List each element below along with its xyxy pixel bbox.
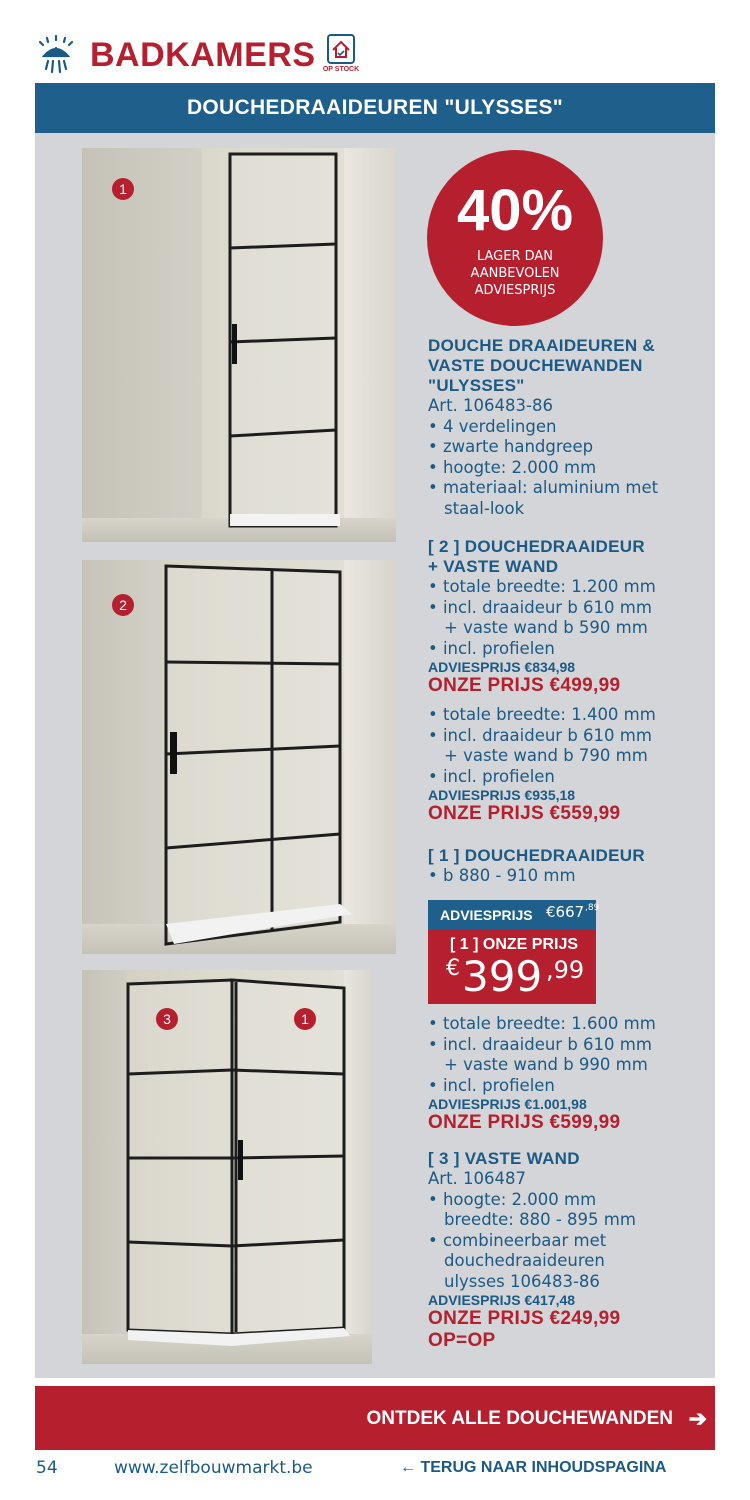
- advies-price-box: [428, 900, 600, 930]
- opt2a-width: • totale breedte: 1.200 mm: [428, 577, 656, 596]
- badge-line-3: ADVIESPRIJS: [474, 283, 556, 298]
- feature-2: • zwarte handgreep: [428, 437, 594, 456]
- product-photo-2: [82, 560, 396, 954]
- opt16-profiles: • incl. profielen: [428, 1075, 555, 1095]
- option-1-title: [ 1 ] DOUCHEDRAAIDEUR: [428, 846, 645, 865]
- badge-line-1: LAGER DAN: [476, 249, 554, 264]
- opt2b-advies-price: ADVIESPRIJS €935,18: [428, 787, 576, 803]
- back-to-contents-link[interactable]: ← TERUG NAAR INHOUDSPAGINA: [400, 1459, 667, 1476]
- cta-label: ONTDEK ALLE DOUCHEWANDEN: [366, 1408, 673, 1429]
- feature-3: • hoogte: 2.000 mm: [428, 457, 597, 477]
- opt2a-wall: + vaste wand b 590 mm: [444, 618, 648, 637]
- photo-number-2: 2: [112, 594, 134, 616]
- opt3-combinable-2: douchedraaideuren: [444, 1251, 605, 1270]
- option-2-title-2: + VASTE WAND: [428, 557, 559, 576]
- page-category-title: BADKAMERS: [90, 36, 316, 74]
- feature-4-cont: staal-look: [444, 498, 525, 518]
- opt2a-profiles: • incl. profielen: [428, 638, 555, 658]
- product-info: [428, 336, 708, 519]
- page-number: 54: [36, 1458, 58, 1478]
- opt2a-advies-price: ADVIESPRIJS €834,98: [428, 659, 576, 675]
- opt3-combinable: • combineerbaar met: [428, 1230, 607, 1250]
- advies-cents: ,89: [585, 903, 600, 913]
- our-price-box: [428, 930, 596, 1004]
- opt3-height: • hoogte: 2.000 mm: [428, 1189, 597, 1209]
- section-banner: DOUCHEDRAAIDEUREN "ULYSSES": [35, 83, 715, 133]
- opt16-door: • incl. draaideur b 610 mm: [428, 1034, 652, 1054]
- stock-label: OP STOCK: [322, 66, 360, 73]
- product-title-3: "ULYSSES": [428, 376, 525, 395]
- opt3-combinable-3: ulysses 106483-86: [444, 1271, 600, 1291]
- discover-shower-walls-button[interactable]: [35, 1386, 715, 1450]
- product-title-1: DOUCHE DRAAIDEUREN &: [428, 336, 656, 355]
- product-photo-3: [82, 970, 372, 1364]
- opt3-width: breedte: 880 - 895 mm: [444, 1210, 636, 1229]
- price-main: 399: [462, 952, 543, 1001]
- opt2b-profiles: • incl. profielen: [428, 766, 555, 786]
- option-1600: [428, 1014, 708, 1134]
- option-3-art: Art. 106487: [428, 1169, 527, 1188]
- opt2b-width: • totale breedte: 1.400 mm: [428, 705, 656, 724]
- product-photo-1: [82, 148, 396, 542]
- opt16-wall: + vaste wand b 990 mm: [444, 1055, 648, 1074]
- opt3-advies-price: ADVIESPRIJS €417,48: [428, 1292, 576, 1308]
- opt2a-door: • incl. draaideur b 610 mm: [428, 597, 652, 617]
- website-link[interactable]: www.zelfbouwmarkt.be: [114, 1458, 313, 1478]
- photo-number-1b: 1: [294, 1008, 316, 1030]
- opt2b-door: • incl. draaideur b 610 mm: [428, 725, 652, 745]
- feature-4: • materiaal: aluminium met: [428, 478, 659, 497]
- opt3-our-price: ONZE PRIJS €249,99: [428, 1308, 621, 1329]
- op-stock-badge: [318, 34, 362, 78]
- photo-number-3: 3: [156, 1008, 178, 1030]
- opt2b-our-price: ONZE PRIJS €559,99: [428, 803, 621, 824]
- our-price-label: [ 1 ] ONZE PRIJS: [450, 936, 579, 953]
- discount-badge: [427, 150, 603, 326]
- opt2b-wall: + vaste wand b 790 mm: [444, 746, 648, 765]
- feature-1: • 4 verdelingen: [428, 416, 557, 436]
- opt1-width: • b 880 - 910 mm: [428, 866, 576, 885]
- product-title-2: VASTE DOUCHEWANDEN: [428, 356, 643, 375]
- price-euro: €: [446, 956, 460, 981]
- option-3: [428, 1149, 708, 1352]
- advies-label: ADVIESPRIJS: [440, 907, 533, 923]
- badge-line-2: AANBEVOLEN: [470, 266, 560, 281]
- option-2-title-1: [ 2 ] DOUCHEDRAAIDEUR: [428, 537, 645, 556]
- product-art: Art. 106483-86: [428, 396, 553, 415]
- house-icon: [327, 34, 355, 64]
- opt3-note: OP=OP: [428, 1330, 496, 1351]
- opt2a-our-price: ONZE PRIJS €499,99: [428, 675, 621, 696]
- opt16-our-price: ONZE PRIJS €599,99: [428, 1112, 621, 1133]
- advies-value: €667: [546, 903, 585, 921]
- price-cents: ,99: [546, 956, 585, 984]
- shower-icon: [34, 34, 78, 78]
- option-3-title: [ 3 ] VASTE WAND: [428, 1149, 580, 1168]
- opt16-advies-price: ADVIESPRIJS €1.001,98: [428, 1096, 587, 1112]
- option-2: [428, 537, 708, 825]
- photo-number-1: 1: [112, 178, 134, 200]
- arrow-right-icon: ➔: [688, 1406, 707, 1431]
- option-1: [428, 846, 708, 887]
- discount-percent: 40%: [456, 178, 574, 243]
- opt16-width: • totale breedte: 1.600 mm: [428, 1014, 656, 1033]
